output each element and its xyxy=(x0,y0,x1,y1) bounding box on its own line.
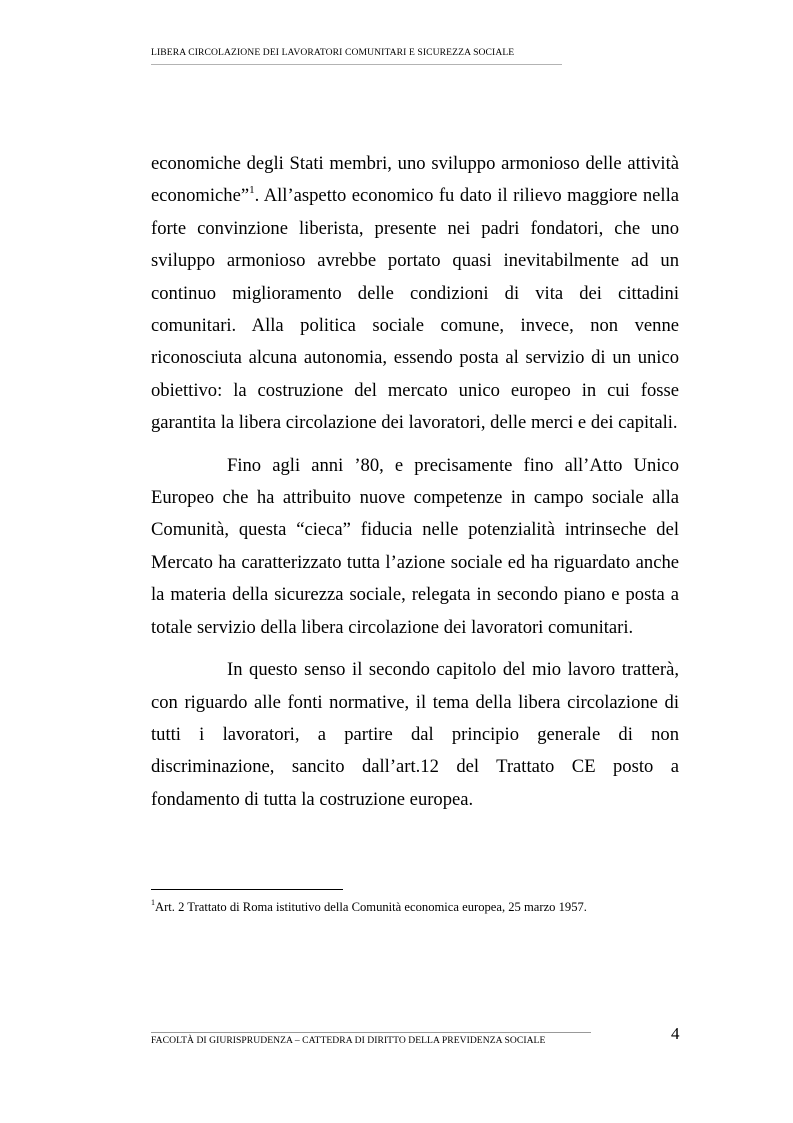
page-number: 4 xyxy=(671,1024,680,1043)
paragraph-1-text-start: economiche degli Stati membri, uno sviluppo armonioso delle attività economiche” xyxy=(151,153,679,207)
footnote-reference[interactable]: 1 xyxy=(249,184,255,197)
paragraph-1-text-end: . All’aspetto economico fu dato il rilievo maggiore nella forte convinzione liberista, presente nei padri fondatori, che uno sviluppo armonioso avrebbe portato quasi inevitabilmente ad un continuo miglioramento delle condizioni di vita dei cittadini comunitari. Alla politica sociale comune, invece, non venne riconosciuta alcuna autonomia, essendo posta al servizio di un unico obiettivo: la costruzione del mercato unico europeo in cui fosse garantita la libera circolazione dei lavoratori, delle merci e dei capitali. xyxy=(151,185,679,434)
footnote-text: Art. 2 Trattato di Roma istitutivo della Comunità economica europea, 25 marzo 1957. xyxy=(155,900,587,914)
body-text xyxy=(151,148,679,816)
footnote-number: 1 xyxy=(151,897,155,907)
header-rule xyxy=(151,64,562,65)
paragraph-1 xyxy=(151,148,679,440)
running-footer: FACOLTÀ DI GIURISPRUDENZA – CATTEDRA DI DIRITTO DELLA PREVIDENZA SOCIALE xyxy=(151,1035,546,1046)
footnote xyxy=(151,899,679,915)
running-header: LIBERA CIRCOLAZIONE DEI LAVORATORI COMUNITARI E SICUREZZA SOCIALE xyxy=(151,47,515,58)
paragraph-2: Fino agli anni ’80, e precisamente fino all’Atto Unico Europeo che ha attribuito nuove competenze in campo sociale alla Comunità, questa “cieca” fiducia nelle potenzialità intrinseche del Mercato ha caratterizzato tutta l’azione sociale ed ha riguardato anche la materia della sicurezza sociale, relegata in secondo piano e posta a totale servizio della libera circolazione dei lavoratori comunitari. xyxy=(151,454,679,638)
footnote-rule xyxy=(151,889,343,890)
paragraph-3: In questo senso il secondo capitolo del mio lavoro tratterà, con riguardo alle fonti normative, il tema della libera circolazione di tutti i lavoratori, a partire dal principio generale di non discriminazione, sancito dall’art.12 del Trattato CE posto a fondamento di tutta la costruzione europea. xyxy=(151,659,679,810)
footer-rule xyxy=(151,1032,591,1033)
